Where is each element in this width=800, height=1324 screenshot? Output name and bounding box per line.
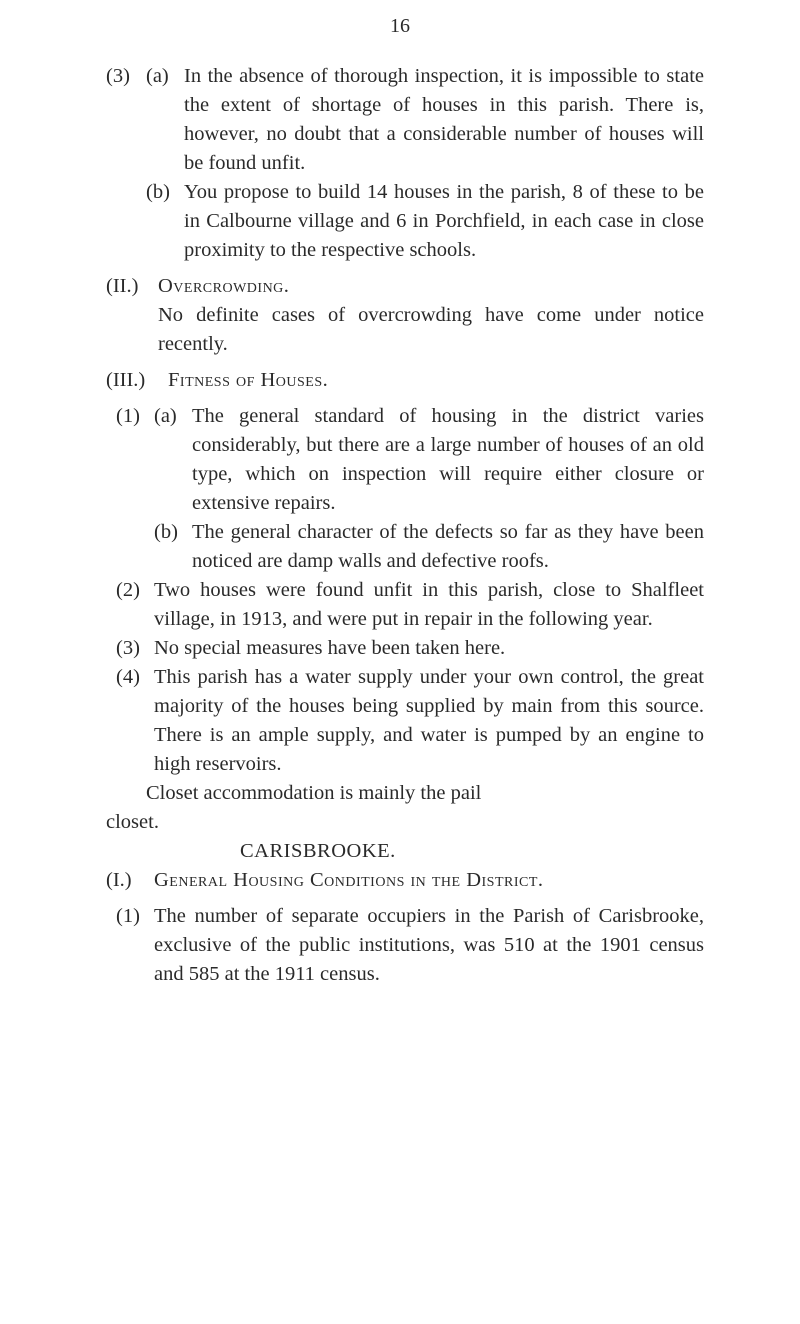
unfit-houses-paragraph: Two houses were found unfit in this parish, close to Shalfleet village, in 1913, and were put in repair in the following year.: [154, 579, 704, 630]
occupiers-paragraph: The number of separate occupiers in the Parish of Carisbrooke, exclusive of the public institutions, was 510 at the 1901 census and 585 at the 1911 census.: [154, 905, 704, 985]
fitness-item-b-label: (b): [154, 521, 178, 543]
fitness-item-a-label: (a): [154, 405, 177, 427]
page-content: [0, 62, 800, 989]
fitness-heading-row: [0, 366, 800, 395]
overcrowding-row: [0, 301, 800, 359]
page-number: 16: [390, 15, 410, 37]
carisbrooke-heading: CARISBROOKE.: [240, 840, 396, 862]
fitness-heading: Fitness of Houses.: [168, 369, 329, 391]
overcrowding-heading: Overcrowding.: [158, 275, 290, 297]
fitness-item-2-label: (2): [116, 579, 140, 601]
item-b-label: (b): [146, 181, 170, 203]
general-housing-heading-row: [0, 866, 800, 895]
carisbrooke-heading-row: [0, 837, 800, 866]
fitness-item-1b: [0, 518, 800, 576]
item-a-label: (a): [146, 65, 169, 87]
fitness-item-1-label: (1): [116, 405, 140, 427]
shortage-item-a: [0, 62, 800, 178]
section-3-label: (3): [106, 65, 130, 87]
proposed-houses-paragraph: You propose to build 14 houses in the parish, 8 of these to be in Calbourne village and 6 in Porchfield, in each case in close proximity to the respective schools.: [184, 181, 704, 261]
section-iii-label: (III.): [106, 369, 146, 391]
fitness-item-3-label: (3): [116, 637, 140, 659]
overcrowding-heading-row: [0, 272, 800, 301]
housing-standard-paragraph: The general standard of housing in the district varies considerably, but there are a large number of houses of an old type, which on inspection will require either closure or extensive repairs.: [192, 405, 704, 514]
fitness-item-2: [0, 576, 800, 634]
closet-line-1: Closet accommodation is mainly the pail: [146, 782, 482, 804]
section-ii-label: (II.): [106, 275, 139, 297]
overcrowding-paragraph: No definite cases of overcrowding have come under notice recently.: [158, 304, 704, 355]
carisbrooke-item-1-label: (1): [116, 905, 140, 927]
shortage-item-b: [0, 178, 800, 265]
special-measures-paragraph: No special measures have been taken here.: [154, 637, 506, 659]
fitness-item-3: [0, 634, 800, 663]
defects-paragraph: The general character of the defects so far as they have been noticed are damp walls and defective roofs.: [192, 521, 704, 572]
closet-line-2: closet.: [106, 811, 159, 833]
fitness-item-4: [0, 663, 800, 779]
carisbrooke-item-1: [0, 902, 800, 989]
shortage-paragraph: In the absence of thorough inspection, it is impossible to state the extent of shortage of houses in this parish. There is, however, no doubt that a considerable number of houses will be found unfit.: [184, 65, 704, 174]
water-supply-paragraph: This parish has a water supply under your own control, the great majority of the houses being supplied by main from this source. There is an ample supply, and water is pumped by an engine to high reservoirs.: [154, 666, 704, 775]
fitness-item-1a: [0, 402, 800, 518]
fitness-item-4-label: (4): [116, 666, 140, 688]
carisbrooke-section-i-label: (I.): [106, 869, 132, 891]
general-housing-heading: General Housing Conditions in the District.: [154, 869, 544, 891]
closet-paragraph: [0, 779, 800, 837]
